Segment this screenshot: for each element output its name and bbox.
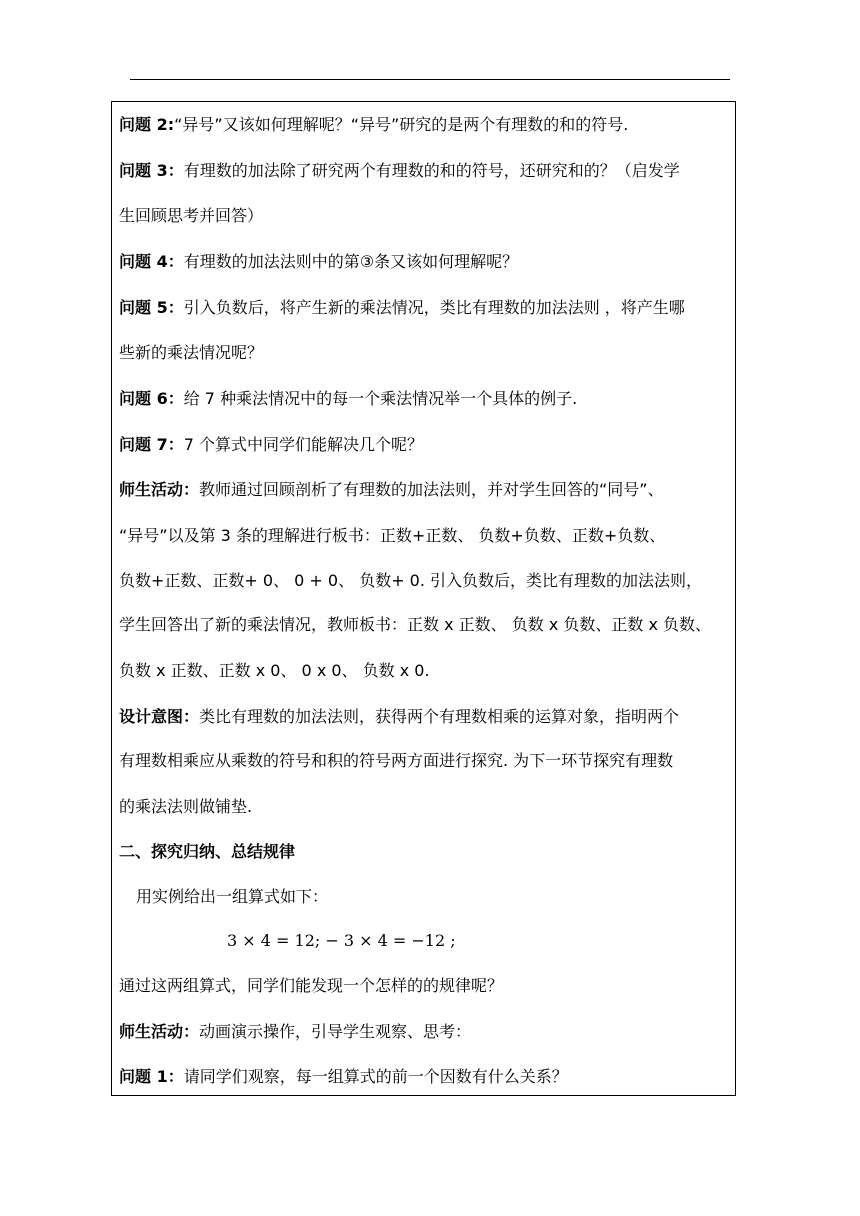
paragraph-question-7: 问题 7：7 个算式中同学们能解决几个呢？ <box>119 435 423 454</box>
paragraph-design-intent-cont-2: 的乘法法则做铺垫. <box>119 797 253 816</box>
paragraph-design-intent: 设计意图：类比有理数的加法法则，获得两个有理数相乘的运算对象，指明两个 <box>119 707 680 726</box>
paragraph-question-5: 问题 5：引入负数后，将产生新的乘法情况，类比有理数的加法法则 ，将产生哪 <box>119 298 685 317</box>
paragraph-activity-cont-4: 负数 x 正数、正数 x 0、 0 x 0、 负数 x 0. <box>119 661 430 680</box>
paragraph-activity-cont-3: 学生回答出了新的乘法情况，教师板书：正数 x 正数、 负数 x 负数、正数 x 负数、 <box>119 615 712 634</box>
paragraph-activity-2: 师生活动：动画演示操作，引导学生观察、思考： <box>119 1022 472 1041</box>
paragraph-activity-cont-1: “异号”以及第 3 条的理解进行板书：正数+正数、 负数+负数、正数+负数、 <box>119 526 666 545</box>
paragraph-question-3-cont: 生回顾思考并回答） <box>119 206 264 225</box>
example-intro: 用实例给出一组算式如下： <box>136 887 329 906</box>
paragraph-question-pattern: 通过这两组算式，同学们能发现一个怎样的的规律呢？ <box>119 976 504 995</box>
paragraph-question-6: 问题 6：给 7 种乘法情况中的每一个乘法情况举一个具体的例子. <box>119 389 578 408</box>
paragraph-design-intent-cont-1: 有理数相乘应从乘数的符号和积的符号两方面进行探究. 为下一环节探究有理数 <box>119 751 674 770</box>
paragraph-activity: 师生活动：教师通过回顾剖析了有理数的加法法则，并对学生回答的“同号”、 <box>119 480 664 499</box>
paragraph-question-3: 问题 3：有理数的加法除了研究两个有理数的和的符号，还研究和的？（启发学 <box>119 161 680 180</box>
header-rule <box>130 79 730 80</box>
paragraph-question-5-cont: 些新的乘法情况呢？ <box>119 343 264 362</box>
paragraph-activity-cont-2: 负数+正数、正数+ 0、 0 + 0、 负数+ 0. 引入负数后，类比有理数的加法法则， <box>119 571 703 590</box>
paragraph-question-4: 问题 4：有理数的加法法则中的第③条又该如何理解呢？ <box>119 252 519 271</box>
paragraph-question-1: 问题 1：请同学们观察，每一组算式的前一个因数有什么关系？ <box>119 1067 568 1086</box>
section-heading: 二、探究归纳、总结规律 <box>119 842 296 861</box>
paragraph-question-2: 问题 2:“异号”又该如何理解呢？“异号”研究的是两个有理数的和的符号. <box>119 115 629 134</box>
formula-line: 3 × 4 = 12; − 3 × 4 = −12 ; <box>227 931 456 950</box>
